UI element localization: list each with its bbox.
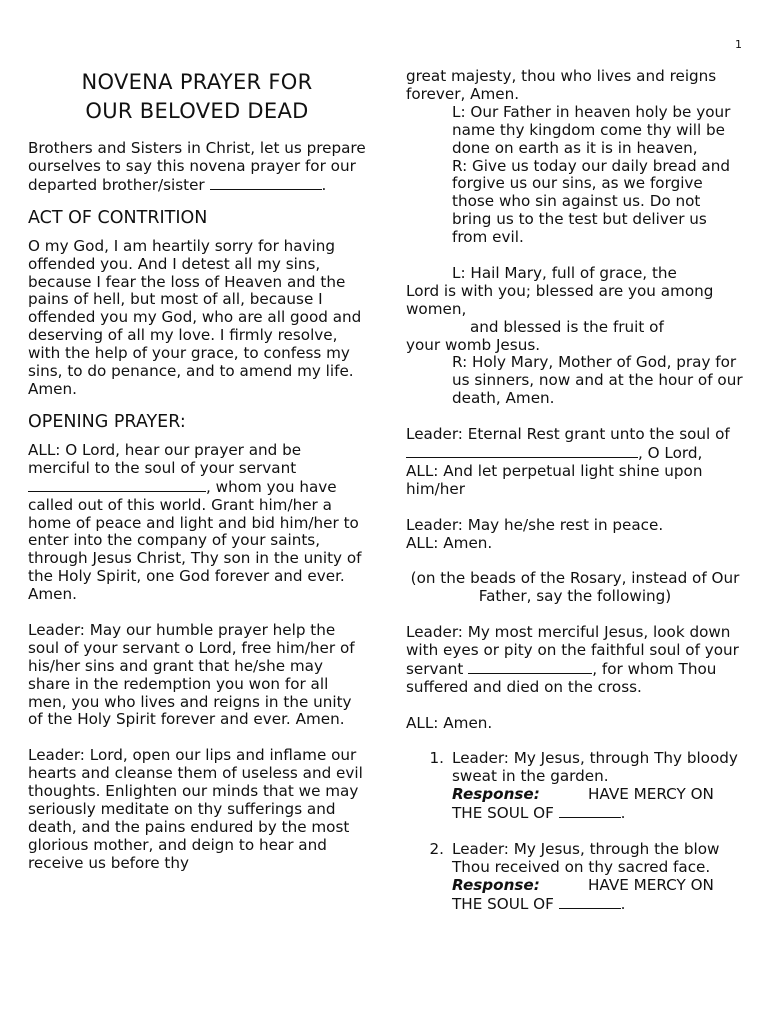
opening-all-text-a: ALL: O Lord, hear our prayer and be merciful to the soul of your servant [28, 440, 302, 477]
hail-mary-response: R: Holy Mary, Mother of God, pray for us sinners, now and at the hour of our death, Amen. [452, 353, 743, 408]
merciful-text-b: , for whom Thou suffered and died on the cross. [406, 659, 717, 696]
merciful-text-a: Leader: My most merciful Jesus, look down with eyes or pity on the faithful soul of your servant [406, 623, 739, 678]
intro-end: . [321, 175, 327, 194]
left-column [28, 68, 366, 873]
eternal-rest-text-a: Leader: Eternal Rest grant unto the soul of [406, 425, 730, 444]
our-father-leader: L: Our Father in heaven holy be your name thy kingdom come thy will be done on earth as it is in heaven, [452, 102, 731, 157]
list-item-leader: Leader: My Jesus, through Thy bloody sweat in the garden. [452, 749, 738, 786]
leader-prayer-1: Leader: May our humble prayer help the soul of your servant o Lord, free him/her of his/her sins and grant that he/she may share in the redemption you won for all men, you who lives and reigns in the unity of the Holy Spirit forever and ever. Amen. [28, 620, 355, 729]
response-end: . [620, 894, 626, 913]
title-line-1: NOVENA PRAYER FOR [81, 70, 313, 94]
opening-heading: OPENING PRAYER: [28, 411, 186, 432]
page-number: 1 [735, 38, 742, 51]
hail-mary-leader-d: your womb Jesus. [406, 335, 541, 354]
list-item-response [452, 786, 744, 823]
hail-mary-leader-b: Lord is with you; blessed are you among women, [406, 281, 714, 318]
mercy-name-blank [559, 895, 621, 909]
intro-paragraph [28, 140, 366, 195]
hail-mary-leader-a: L: Hail Mary, full of grace, the [452, 263, 677, 282]
rest-in-peace-all: ALL: Amen. [406, 533, 493, 552]
opening-all-paragraph [28, 442, 366, 604]
list-item [406, 750, 744, 823]
list-item-response [452, 877, 744, 914]
contrition-heading: ACT OF CONTRITION [28, 207, 208, 228]
soul-name-blank [406, 444, 638, 458]
right-column [406, 68, 744, 913]
response-label: Response: [452, 785, 540, 804]
list-item [406, 841, 744, 914]
our-father-response: R: Give us today our daily bread and forgive us our sins, as we forgive those who sin against us. Do not bring us to the test but deliver us from evil. [452, 156, 730, 247]
list-item-number: 1. [429, 749, 444, 768]
response-label: Response: [452, 875, 540, 894]
response-end: . [620, 804, 626, 823]
list-item-leader: Leader: My Jesus, through the blow Thou received on thy sacred face. [452, 839, 720, 876]
merciful-jesus-all: ALL: Amen. [406, 713, 493, 732]
page-title [28, 68, 366, 126]
mercy-name-blank [559, 804, 621, 818]
title-line-2: OUR BELOVED DEAD [85, 99, 309, 123]
continued-text: great majesty, thou who lives and reigns forever, Amen. [406, 67, 717, 103]
eternal-rest-leader [406, 426, 744, 463]
rosary-note: (on the beads of the Rosary, instead of Our Father, say the following) [410, 569, 740, 606]
name-blank [210, 176, 322, 190]
leader-prayer-2: Leader: Lord, open our lips and inflame our hearts and cleanse them of useless and evil thoughts. Enlighten our minds that we may seriously meditate on thy sufferings and death, and the pains endured by the most glorious mother, and deign to hear and receive us before thy [28, 746, 363, 872]
servant-blank-2 [468, 660, 592, 674]
rest-in-peace-leader: Leader: May he/she rest in peace. [406, 515, 664, 534]
eternal-rest-text-b: , O Lord, [638, 444, 703, 462]
response-text: HAVE MERCY ON THE SOUL OF [452, 785, 714, 823]
merciful-jesus-leader [406, 624, 744, 697]
eternal-rest-all: ALL: And let perpetual light shine upon him/her [406, 461, 703, 498]
contrition-text: O my God, I am heartily sorry for having offended you. And I detest all my sins, because I fear the loss of Heaven and the pains of hell, but most of all, because I offended you my God, who are all good and deserving of all my love. I firmly resolve, with the help of your grace, to confess my sins, to do penance, and to amend my life. Amen. [28, 236, 362, 398]
hail-mary-leader-c: and blessed is the fruit of [470, 317, 664, 336]
servant-name-blank [28, 478, 206, 492]
list-item-number: 2. [429, 839, 444, 858]
opening-all-text-b: , whom you have called out of this world. Grant him/her a home of peace and light and bid him/her to enter into the company of your saints, through Jesus Christ, Thy son in the unity of the Holy Spirit, one God forever and ever. Amen. [28, 477, 362, 604]
intro-text: Brothers and Sisters in Christ, let us prepare ourselves to say this novena prayer for our departed brother/sister [28, 139, 366, 194]
response-text: HAVE MERCY ON THE SOUL OF [452, 875, 714, 913]
